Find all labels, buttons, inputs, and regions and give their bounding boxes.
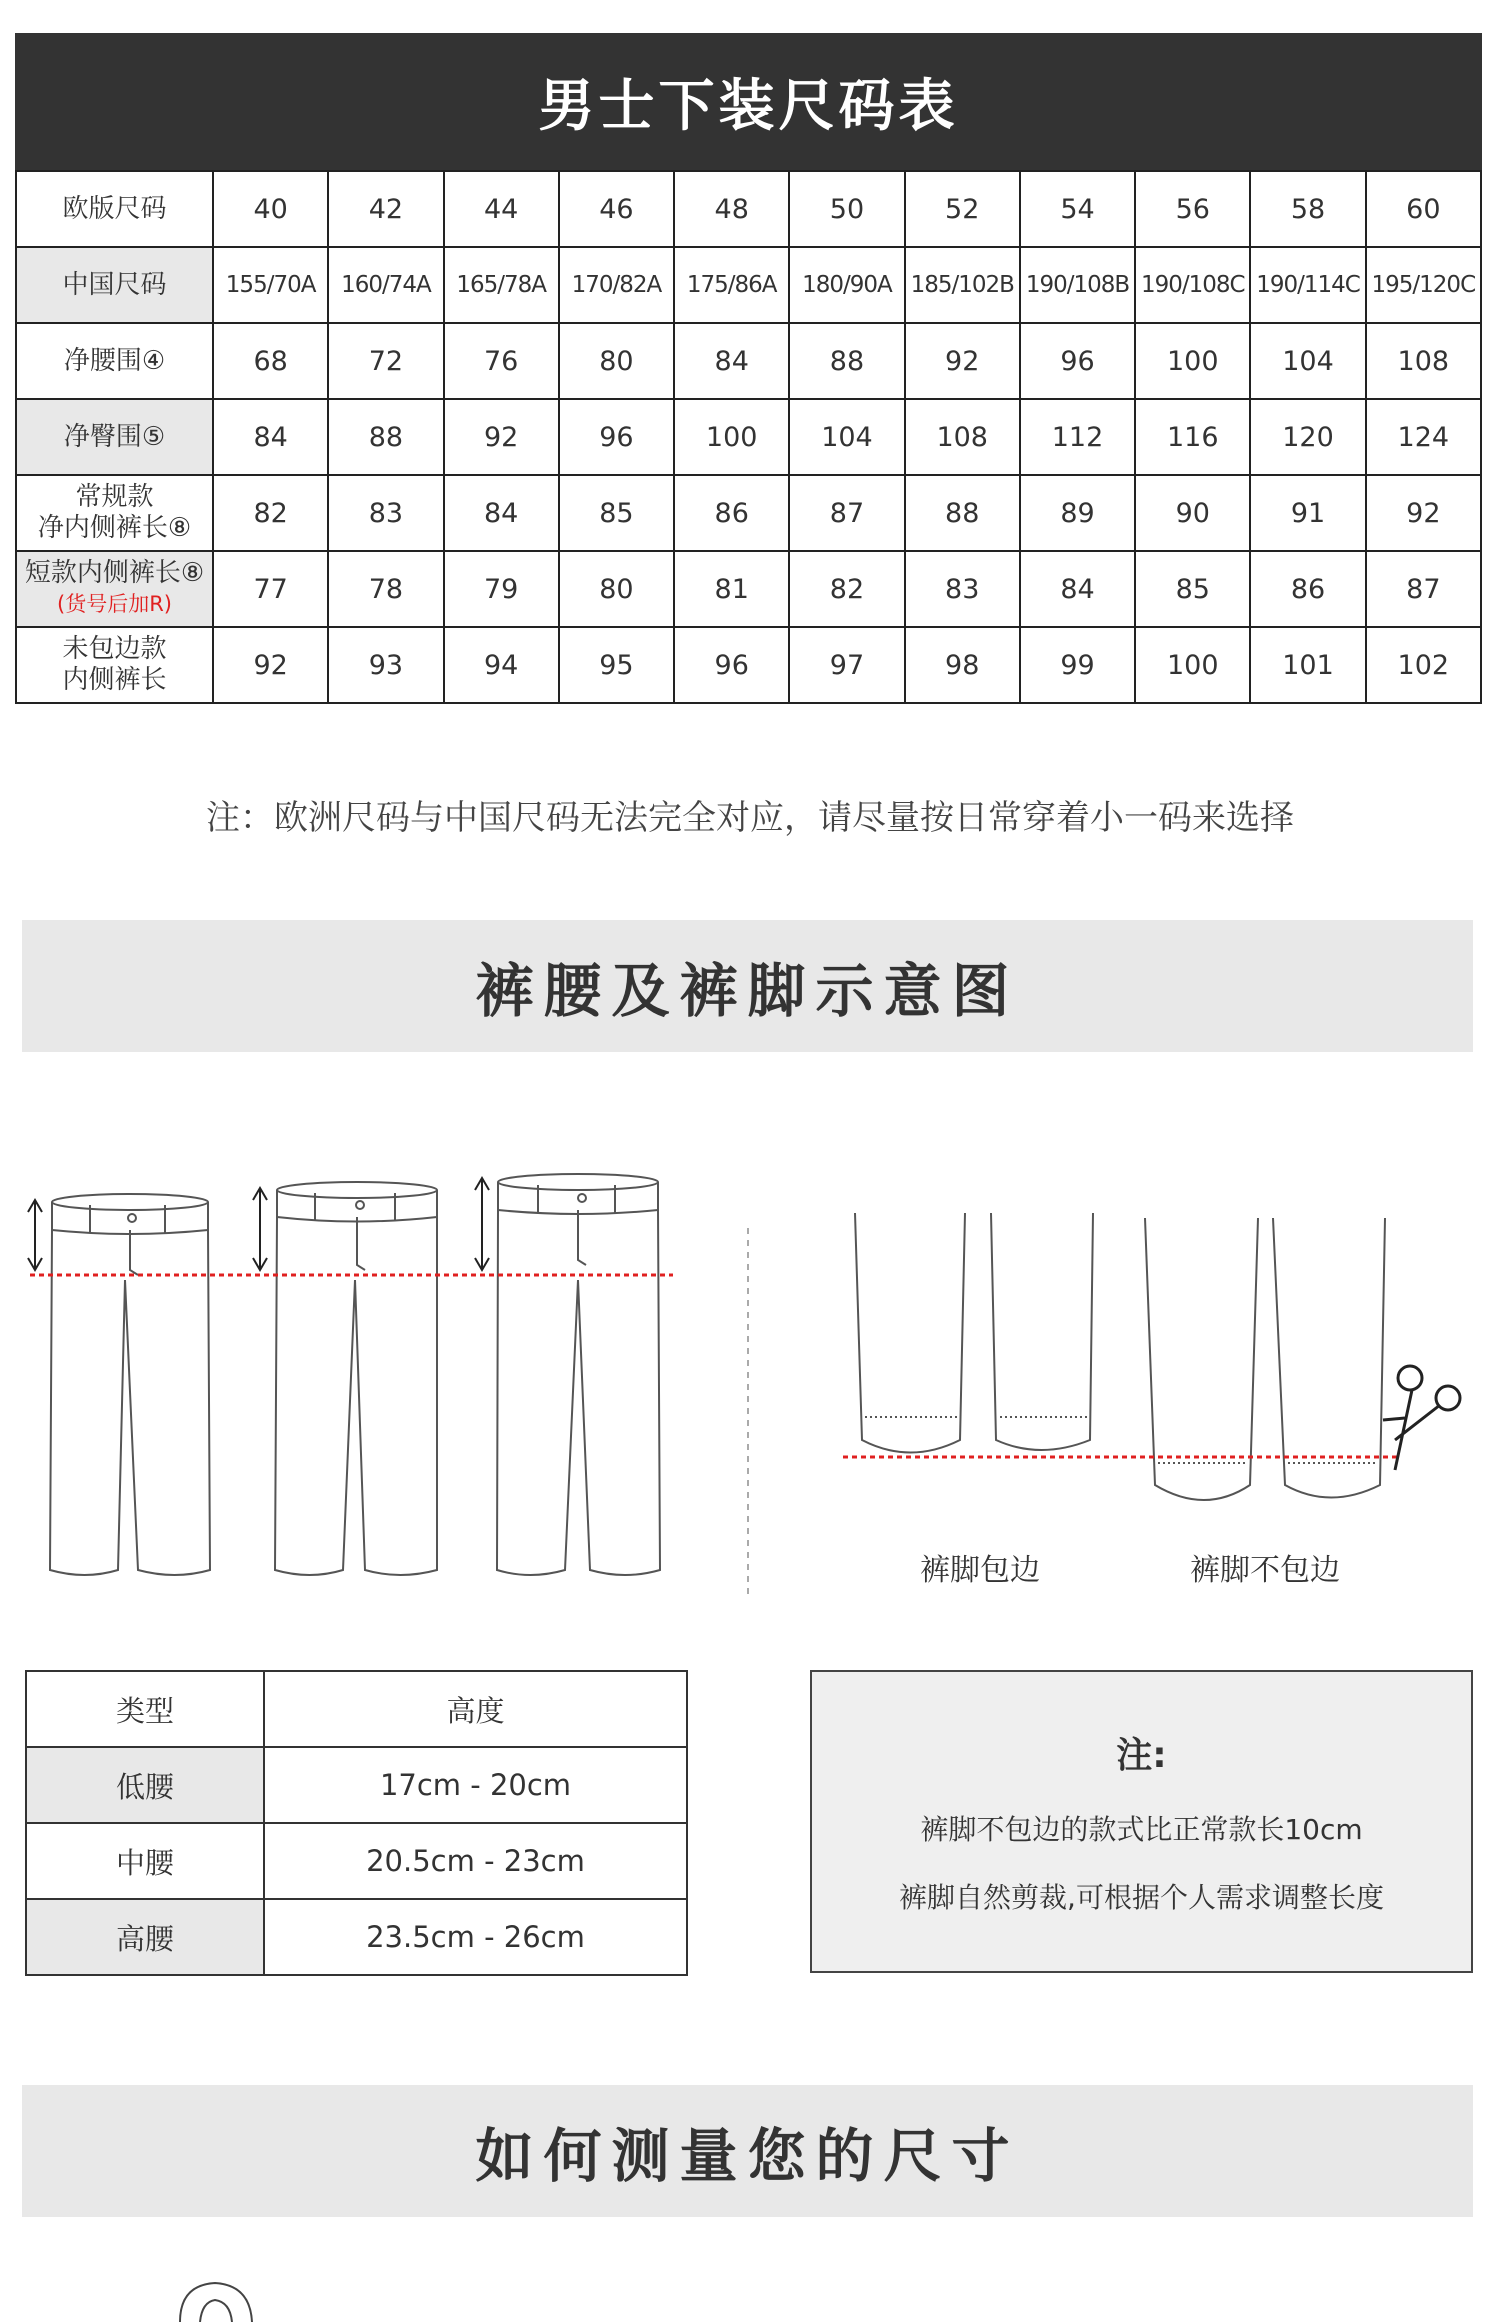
size-note: 注：欧洲尺码与中国尺码无法完全对应，请尽量按日常穿着小一码来选择 [206, 798, 1294, 838]
header-height: 高度 [264, 1671, 687, 1747]
row-label-sub: 内侧裤长 [62, 665, 167, 695]
size-cell: 93 [328, 627, 443, 703]
size-cell: 42 [328, 171, 443, 247]
hem-note-box [810, 1670, 1473, 1973]
size-cell: 83 [905, 551, 1020, 627]
size-cell: 190/108C [1135, 247, 1250, 323]
size-cell: 79 [444, 551, 559, 627]
row-label [16, 399, 213, 475]
row-label-text: 短款内侧裤长⑧ [24, 558, 205, 588]
row-label-sub: 净内侧裤长⑧ [37, 513, 192, 543]
size-cell: 165/78A [444, 247, 559, 323]
row-label-text: 未包边款 [62, 634, 167, 664]
scissors-icon [1383, 1366, 1460, 1470]
size-cell: 81 [674, 551, 789, 627]
row-label [16, 323, 213, 399]
size-cell: 190/108B [1020, 247, 1135, 323]
size-cell: 101 [1250, 627, 1365, 703]
size-cell: 85 [559, 475, 674, 551]
waist-height: 20.5cm - 23cm [264, 1823, 687, 1899]
header-type: 类型 [26, 1671, 264, 1747]
size-cell: 83 [328, 475, 443, 551]
waist-height: 23.5cm - 26cm [264, 1899, 687, 1975]
size-cell: 175/86A [674, 247, 789, 323]
size-cell: 95 [559, 627, 674, 703]
size-cell: 84 [674, 323, 789, 399]
note-line: 裤脚不包边的款式比正常款长10cm [920, 1813, 1363, 1846]
row-label-text: 净臀围⑤ [63, 421, 166, 452]
size-cell: 80 [559, 551, 674, 627]
note-title: 注: [1116, 1735, 1167, 1776]
section-header-measure: 如何测量您的尺寸 [22, 2085, 1473, 2217]
size-cell: 108 [1366, 323, 1481, 399]
size-cell: 82 [789, 551, 904, 627]
size-cell: 100 [674, 399, 789, 475]
size-cell: 84 [444, 475, 559, 551]
waist-height: 17cm - 20cm [264, 1747, 687, 1823]
size-cell: 195/120C [1366, 247, 1481, 323]
size-cell: 84 [1020, 551, 1135, 627]
size-cell: 112 [1020, 399, 1135, 475]
height-arrows-icon [28, 1178, 489, 1270]
size-cell: 96 [1020, 323, 1135, 399]
waist-hem-diagram [0, 1160, 1500, 1600]
size-cell: 170/82A [559, 247, 674, 323]
size-cell: 87 [1366, 551, 1481, 627]
waist-type: 低腰 [26, 1747, 264, 1823]
unhemmed-label: 裤脚不包边 [1190, 1553, 1340, 1588]
size-row [16, 399, 1481, 475]
size-cell: 72 [328, 323, 443, 399]
size-cell: 100 [1135, 627, 1250, 703]
size-cell: 92 [905, 323, 1020, 399]
size-cell: 89 [1020, 475, 1135, 551]
mid-waist-pants-icon [275, 1182, 437, 1575]
size-cell: 86 [674, 475, 789, 551]
row-label [16, 627, 213, 703]
size-cell: 78 [328, 551, 443, 627]
row-label-sub: (货号后加R) [57, 592, 172, 616]
size-cell: 88 [328, 399, 443, 475]
size-cell: 48 [674, 171, 789, 247]
size-cell: 92 [444, 399, 559, 475]
size-cell: 77 [213, 551, 328, 627]
size-cell: 76 [444, 323, 559, 399]
size-cell: 96 [559, 399, 674, 475]
size-cell: 108 [905, 399, 1020, 475]
size-cell: 92 [213, 627, 328, 703]
size-cell: 94 [444, 627, 559, 703]
size-cell: 82 [213, 475, 328, 551]
size-cell: 85 [1135, 551, 1250, 627]
size-row [16, 475, 1481, 551]
size-cell: 44 [444, 171, 559, 247]
size-cell: 58 [1250, 171, 1365, 247]
row-label [16, 475, 213, 551]
size-cell: 96 [674, 627, 789, 703]
size-cell: 98 [905, 627, 1020, 703]
size-row [16, 171, 1481, 247]
size-cell: 50 [789, 171, 904, 247]
size-row [16, 323, 1481, 399]
row-label-text: 常规款 [75, 482, 154, 512]
size-cell: 92 [1366, 475, 1481, 551]
size-row [16, 627, 1481, 703]
size-cell: 46 [559, 171, 674, 247]
size-cell: 87 [789, 475, 904, 551]
size-cell: 80 [559, 323, 674, 399]
size-cell: 100 [1135, 323, 1250, 399]
size-cell: 90 [1135, 475, 1250, 551]
size-cell: 120 [1250, 399, 1365, 475]
row-label-text: 净腰围④ [63, 345, 166, 376]
size-cell: 116 [1135, 399, 1250, 475]
body-figure-icon [170, 2280, 270, 2322]
row-label [16, 171, 213, 247]
size-cell: 97 [789, 627, 904, 703]
hemmed-label: 裤脚包边 [920, 1553, 1040, 1588]
size-cell: 104 [1250, 323, 1365, 399]
size-cell: 91 [1250, 475, 1365, 551]
size-cell: 60 [1366, 171, 1481, 247]
page-title: 男士下装尺码表 [15, 33, 1482, 170]
size-cell: 180/90A [789, 247, 904, 323]
size-cell: 160/74A [328, 247, 443, 323]
size-cell: 190/114C [1250, 247, 1365, 323]
size-row [16, 551, 1481, 627]
size-cell: 52 [905, 171, 1020, 247]
low-waist-pants-icon [50, 1194, 210, 1575]
section-header-waist-hem: 裤腰及裤脚示意图 [22, 920, 1473, 1052]
waist-height-table [25, 1670, 688, 1976]
row-label-text: 欧版尺码 [62, 193, 167, 224]
waist-type: 高腰 [26, 1899, 264, 1975]
size-cell: 104 [789, 399, 904, 475]
size-cell: 84 [213, 399, 328, 475]
size-cell: 124 [1366, 399, 1481, 475]
row-label-text: 中国尺码 [62, 269, 167, 300]
size-chart-table [15, 170, 1482, 704]
high-waist-pants-icon [497, 1174, 660, 1575]
size-cell: 155/70A [213, 247, 328, 323]
size-cell: 54 [1020, 171, 1135, 247]
size-cell: 185/102B [905, 247, 1020, 323]
size-cell: 40 [213, 171, 328, 247]
size-cell: 99 [1020, 627, 1135, 703]
size-cell: 102 [1366, 627, 1481, 703]
row-label [16, 247, 213, 323]
size-cell: 88 [905, 475, 1020, 551]
size-cell: 68 [213, 323, 328, 399]
size-cell: 86 [1250, 551, 1365, 627]
size-cell: 88 [789, 323, 904, 399]
waist-type: 中腰 [26, 1823, 264, 1899]
size-cell: 56 [1135, 171, 1250, 247]
note-line: 裤脚自然剪裁,可根据个人需求调整长度 [899, 1881, 1384, 1914]
size-row [16, 247, 1481, 323]
row-label [16, 551, 213, 627]
